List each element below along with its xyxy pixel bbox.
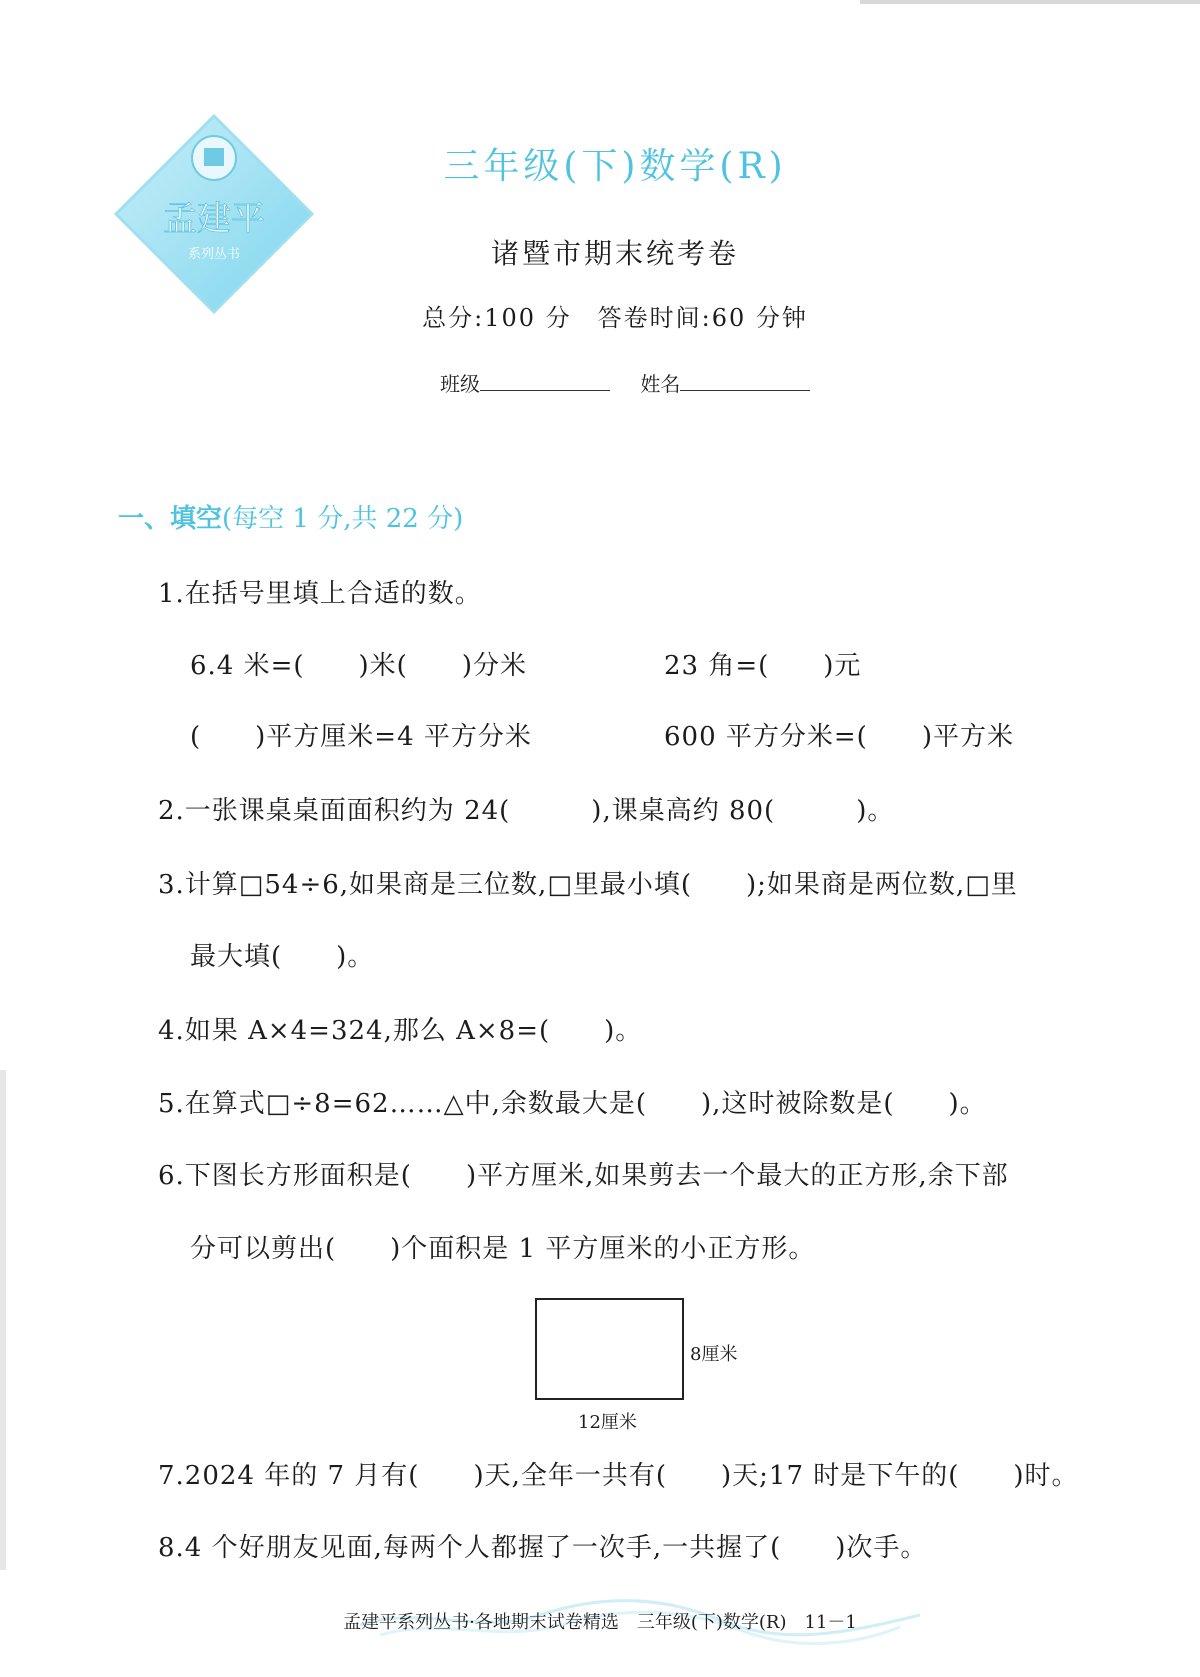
rect-width-label: 12厘米 [578,1412,637,1433]
class-blank[interactable] [480,372,610,391]
question-1c: ( )平方厘米=4 平方分米 [190,722,532,752]
exam-meta: 总分:100 分 答卷时间:60 分钟 [422,304,808,332]
question-8: 8.4 个好朋友见面,每两个人都握了一次手,一共握了( )次手。 [158,1533,928,1563]
section-title: 一、填空 [118,504,223,534]
scan-edge-top [860,0,1200,4]
page-title: 三年级(下)数学(R) [443,146,787,187]
name-blank[interactable] [680,372,810,391]
page-footer: 孟建平系列丛书·各地期末试卷精选 三年级(下)数学(R) 11－1 [343,1612,857,1633]
question-7: 7.2024 年的 7 月有( )天,全年一共有( )天;17 时是下午的( )时。 [158,1461,1079,1491]
question-1b: 23 角=( )元 [664,651,862,681]
section-heading [118,498,463,535]
scan-edge-left [0,1070,6,1570]
section-note: (每空 1 分,共 22 分) [222,504,464,534]
question-3-line1: 3.计算□54÷6,如果商是三位数,□里最小填( );如果商是两位数,□里 [158,870,1018,900]
question-6-line1: 6.下图长方形面积是( )平方厘米,如果剪去一个最大的正方形,余下部 [158,1161,1009,1191]
exam-subtitle: 诸暨市期末统考卷 [490,237,739,270]
rectangle-figure [535,1298,684,1400]
student-fields [440,368,834,397]
question-6-line2: 分可以剪出( )个面积是 1 平方厘米的小正方形。 [190,1234,816,1264]
question-1a: 6.4 米=( )米( )分米 [190,651,527,681]
logo-brand-text: 孟建平 [163,199,265,239]
logo-caption-text: 系列丛书 [187,247,241,262]
question-1d: 600 平方分米=( )平方米 [664,722,1014,752]
question-4: 4.如果 A×4=324,那么 A×8=( )。 [158,1016,643,1046]
question-5: 5.在算式□÷8=62……△中,余数最大是( ),这时被除数是( )。 [158,1089,987,1119]
question-3-line2: 最大填( )。 [190,942,375,972]
question-1: 1.在括号里填上合适的数。 [158,579,482,609]
class-label: 班级 [440,372,480,396]
rect-height-label: 8厘米 [690,1344,738,1365]
question-2: 2.一张课桌桌面面积约为 24( ),课桌高约 80( )。 [158,796,895,826]
name-label: 姓名 [640,372,681,396]
